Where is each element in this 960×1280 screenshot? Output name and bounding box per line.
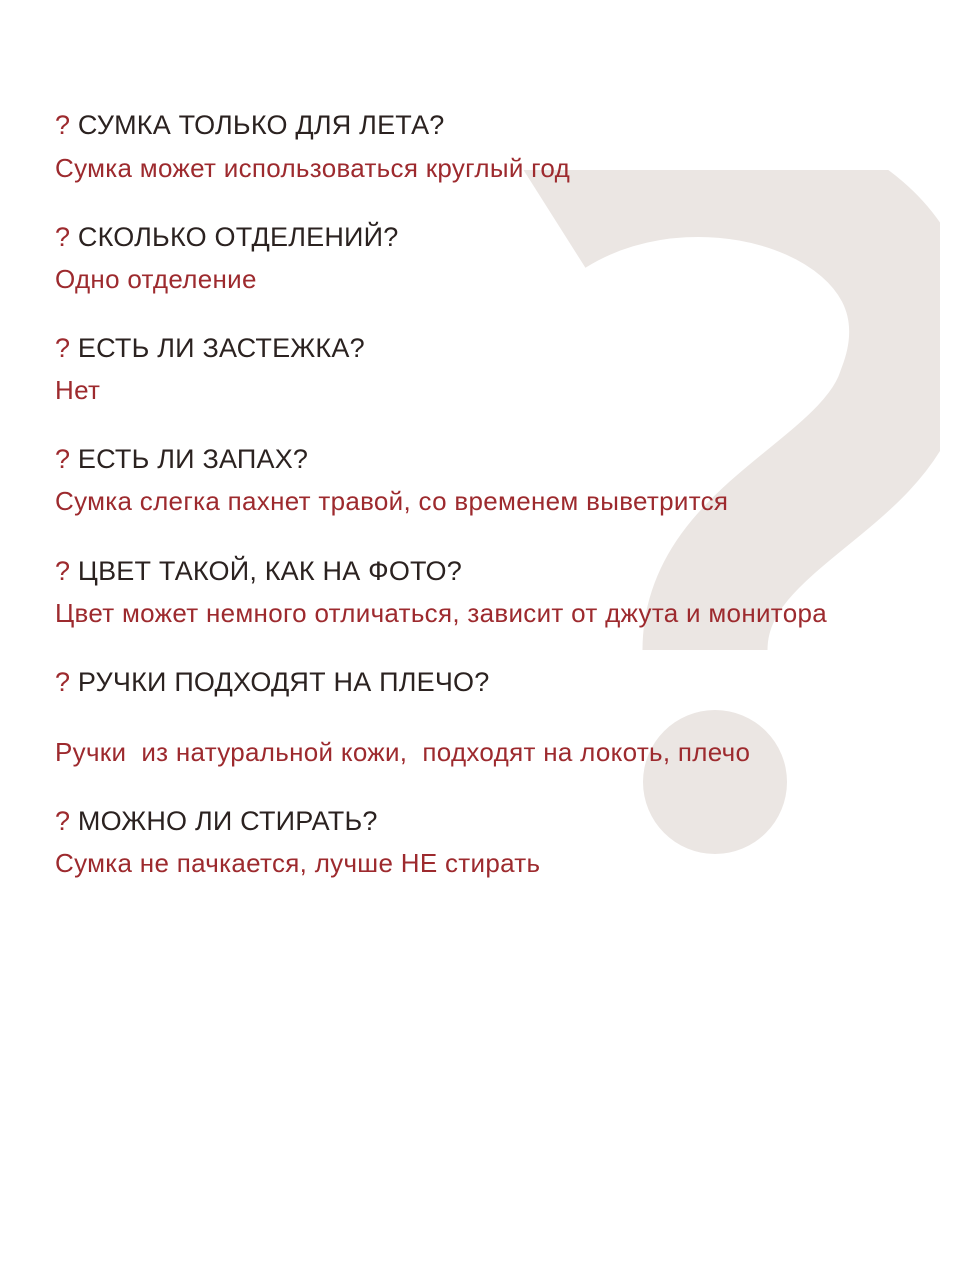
faq-question-5 — [55, 556, 462, 587]
question-text: МОЖНО ЛИ СТИРАТЬ? — [77, 806, 378, 836]
question-marker: ? — [55, 667, 71, 697]
faq-question-2 — [55, 222, 398, 253]
faq-question-3 — [55, 333, 365, 364]
question-marker: ? — [55, 110, 71, 140]
question-marker: ? — [55, 444, 71, 474]
faq-answer-5: Цвет может немного отличаться, зависит от джута и монитора — [55, 598, 827, 628]
question-text: ЕСТЬ ЛИ ЗАСТЕЖКА? — [77, 333, 365, 363]
question-marker: ? — [55, 556, 71, 586]
question-marker: ? — [55, 806, 71, 836]
faq-answer-7: Сумка не пачкается, лучше НЕ стирать — [55, 848, 541, 878]
question-mark-hook — [552, 174, 912, 650]
question-text: РУЧКИ ПОДХОДЯТ НА ПЛЕЧО? — [77, 667, 490, 697]
faq-question-4 — [55, 444, 308, 475]
faq-question-1 — [55, 110, 445, 141]
faq-answer-3: Нет — [55, 375, 101, 405]
question-text: ЦВЕТ ТАКОЙ, КАК НА ФОТО? — [77, 556, 462, 586]
faq-answer-6: Ручки из натуральной кожи, подходят на локоть, плечо — [55, 737, 751, 767]
question-text: СУМКА ТОЛЬКО ДЛЯ ЛЕТА? — [77, 110, 445, 140]
faq-question-7 — [55, 806, 378, 837]
faq-question-6 — [55, 667, 489, 698]
faq-answer-2: Одно отделение — [55, 264, 257, 294]
faq-answer-1: Сумка может использоваться круглый год — [55, 153, 571, 183]
question-marker: ? — [55, 333, 71, 363]
faq-answer-4: Сумка слегка пахнет травой, со временем выветрится — [55, 486, 729, 516]
question-marker: ? — [55, 222, 71, 252]
question-text: СКОЛЬКО ОТДЕЛЕНИЙ? — [77, 222, 399, 252]
question-text: ЕСТЬ ЛИ ЗАПАХ? — [77, 444, 309, 474]
question-mark-dot — [643, 710, 787, 854]
